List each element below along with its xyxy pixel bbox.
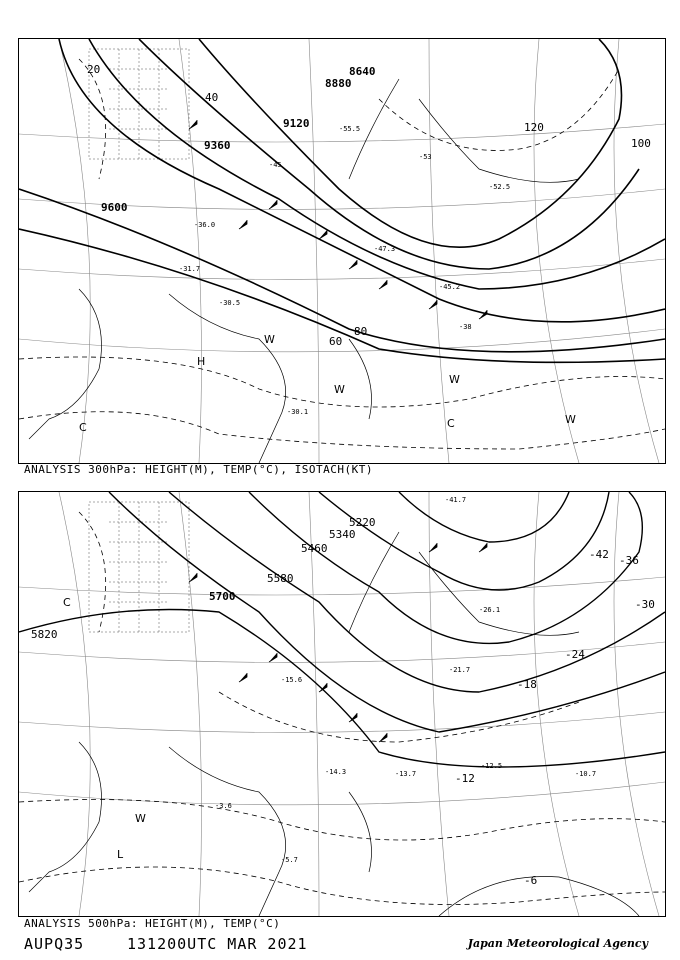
station-value: -41.7: [445, 496, 467, 504]
temp-label: -47.3: [374, 245, 396, 253]
height-label-5460: 5460: [301, 542, 328, 555]
cold-marker: C: [447, 417, 455, 430]
isotherm-label-minus6: -6: [524, 874, 538, 887]
station-value: -3.6: [215, 802, 232, 810]
map-500hpa-svg: [19, 492, 665, 916]
map-panel-300hpa: [18, 38, 666, 464]
height-label-9360: 9360: [204, 139, 231, 152]
warm-marker: W: [449, 373, 460, 386]
station-value: -12.5: [481, 762, 503, 770]
isotherm-label-minus30: -30: [635, 598, 655, 611]
height-label-5700: 5700: [209, 590, 236, 603]
height-label-5580: 5580: [267, 572, 294, 585]
temp-label: -31.7: [179, 265, 201, 273]
agency-name: Japan Meteorological Agency: [467, 937, 648, 950]
temp-label: -30.5: [219, 299, 241, 307]
temp-label: -36.0: [194, 221, 216, 229]
isotach-label-80: 80: [354, 325, 368, 338]
map-300hpa-svg: [19, 39, 665, 463]
chart-code: AUPQ35: [24, 935, 85, 953]
wind-barbs: [189, 543, 487, 742]
height-label-8880: 8880: [325, 77, 352, 90]
station-value: -15.6: [281, 676, 303, 684]
isotherm-label-minus36: -36: [619, 554, 639, 567]
isotach-label-20: 20: [87, 63, 101, 76]
chart-valid-time: 131200UTC MAR 2021: [127, 935, 308, 953]
isotherm-label-minus24: -24: [565, 648, 585, 661]
cold-marker: C: [79, 421, 87, 434]
isotach-label-120: 120: [524, 121, 544, 134]
cold-marker: C: [63, 596, 71, 609]
low-pressure-marker: L: [117, 848, 124, 861]
temp-label: -30.1: [287, 408, 309, 416]
warm-marker: W: [565, 413, 576, 426]
height-label-8640: 8640: [349, 65, 376, 78]
warm-marker: W: [334, 383, 345, 396]
station-value: -26.1: [479, 606, 501, 614]
station-value: -5.7: [281, 856, 298, 864]
coastlines: [29, 79, 579, 463]
isotach-label-60: 60: [329, 335, 343, 348]
height-label-5340: 5340: [329, 528, 356, 541]
isotach-label-100: 100: [631, 137, 651, 150]
isotach-label-40: 40: [205, 91, 219, 104]
high-pressure-marker: H: [197, 355, 206, 368]
map-panel-500hpa: [18, 491, 666, 917]
isotherm-label-minus18: -18: [517, 678, 537, 691]
temp-label: -38: [459, 323, 472, 331]
temp-label: -52.5: [489, 183, 511, 191]
height-label-5820: 5820: [31, 628, 58, 641]
temp-label: -45.2: [439, 283, 461, 291]
isotherm-label-minus12: -12: [455, 772, 475, 785]
station-value: -10.7: [575, 770, 597, 778]
isotherm-label-minus42: -42: [589, 548, 609, 561]
height-label-5220: 5220: [349, 516, 376, 529]
height-label-9600: 9600: [101, 201, 128, 214]
warm-marker: W: [135, 812, 146, 825]
temp-label: -55.5: [339, 125, 361, 133]
caption-500hpa: ANALYSIS 500hPa: HEIGHT(M), TEMP(°C): [24, 917, 281, 930]
temp-label: -53: [419, 153, 432, 161]
station-value: -14.3: [325, 768, 347, 776]
station-value: -13.7: [395, 770, 417, 778]
warm-marker: W: [264, 333, 275, 346]
caption-300hpa: ANALYSIS 300hPa: HEIGHT(M), TEMP(°C), ISOTACH(KT): [24, 463, 374, 476]
station-grid: [89, 502, 189, 632]
temp-label: -45: [269, 161, 282, 169]
station-value: -21.7: [449, 666, 471, 674]
height-label-9120: 9120: [283, 117, 310, 130]
